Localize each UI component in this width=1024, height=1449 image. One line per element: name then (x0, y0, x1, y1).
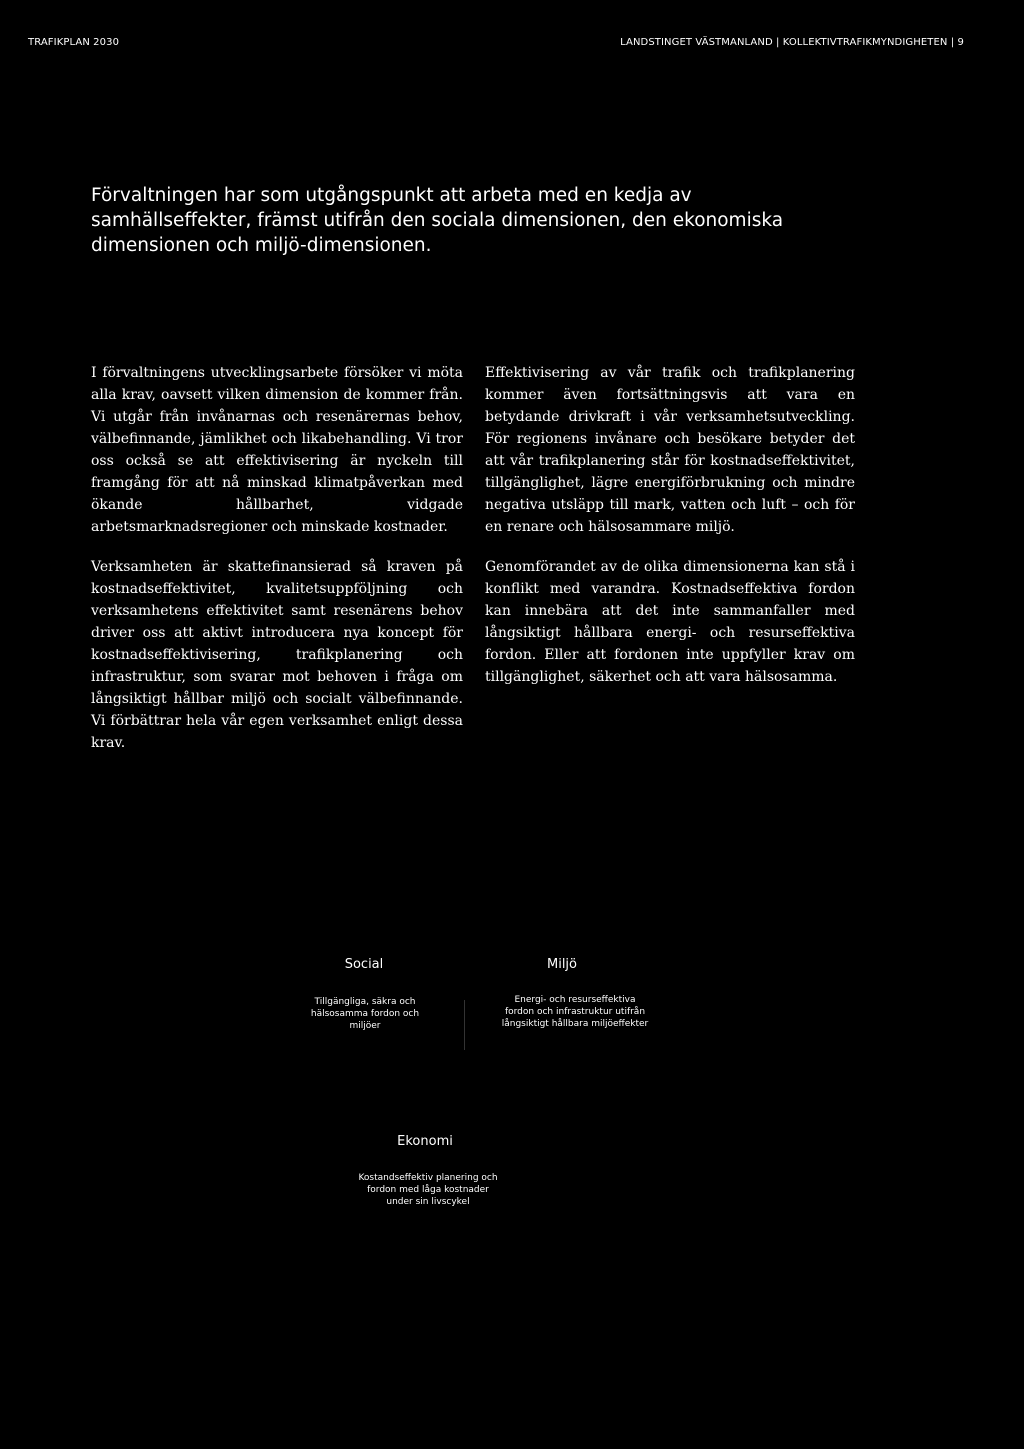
body-paragraph: Genomförandet av de olika dimensionerna kan stå i konflikt med varandra. Kostnadseffektiva fordon kan innebära att det inte sammanfaller med långsiktigt hållbara energi- och resurseffektiva fordon. Eller att fordonen inte uppfyller krav om tillgänglighet, säkerhet och att vara hälsosamma. (485, 559, 855, 685)
diagram-social-title: Social (344, 957, 384, 972)
diagram-miljo-title: Miljö (546, 957, 577, 972)
body-paragraph: I förvaltningens utvecklingsarbete försöker vi möta alla krav, oavsett vilken dimension de kommer från. Vi utgår från invånarnas och resenärernas behov, välbefinnande, jämlikhet och likabehandling. Vi tror oss också se att effektivisering är nyckeln till framgång för att nå minskad klimatpåverkan med ökande hållbarhet, vidgade arbetsmarknadsregioner och minskade kostnader. (91, 365, 463, 535)
section-title-faded (140, 128, 760, 150)
body-column-right (485, 362, 855, 706)
body-column-left (91, 362, 463, 772)
diagram-ekonomi-title: Ekonomi (397, 1134, 453, 1149)
diagram-social-desc: Tillgängliga, säkra och hälsosamma fordon och miljöer (310, 997, 420, 1031)
body-paragraph: Verksamheten är skattefinansierad så kraven på kostnadseffektivitet, kvalitetsuppföljning och verksamhetens effektivitet samt resenärens behov driver oss att aktivt introducera nya koncept för kostnadseffektivisering, trafikplanering och infrastruktur, som svarar mot behoven i fråga om långsiktigt hållbar miljö och socialt välbefinnande. Vi förbättrar hela vår egen verksamhet enligt dessa krav. (91, 559, 463, 751)
diagram-ekonomi-desc: Kostandseffektiv planering och fordon med låga kostnader under sin livscykel (358, 1173, 498, 1207)
lead-paragraph: Förvaltningen har som utgångspunkt att arbeta med en kedja av samhällseffekter, främst utifrån den sociala dimensionen, den ekonomiska dimensionen och miljö-dimensionen. (91, 185, 784, 256)
page-header (28, 37, 964, 51)
header-document-title: TRAFIKPLAN 2030 (28, 37, 120, 48)
header-organization-page: LANDSTINGET VÄSTMANLAND | KOLLEKTIVTRAFIKMYNDIGHETEN | 9 (620, 37, 964, 48)
diagram-divider (464, 1000, 465, 1050)
diagram-miljo-desc: Energi- och resurseffektiva fordon och infrastruktur utifrån långsiktigt hållbara miljöeffekter (501, 995, 649, 1029)
body-paragraph: Effektivisering av vår trafik och trafikplanering kommer även fortsättningsvis att vara en betydande drivkraft i vår verksamhetsutveckling. För regionens invånare och besökare betyder det att vår trafikplanering står för kostnadseffektivitet, tillgänglighet, lägre energiförbrukning och mindre negativa utsläpp till mark, vatten och luft – och för en renare och hälsosammare miljö. (485, 365, 855, 535)
